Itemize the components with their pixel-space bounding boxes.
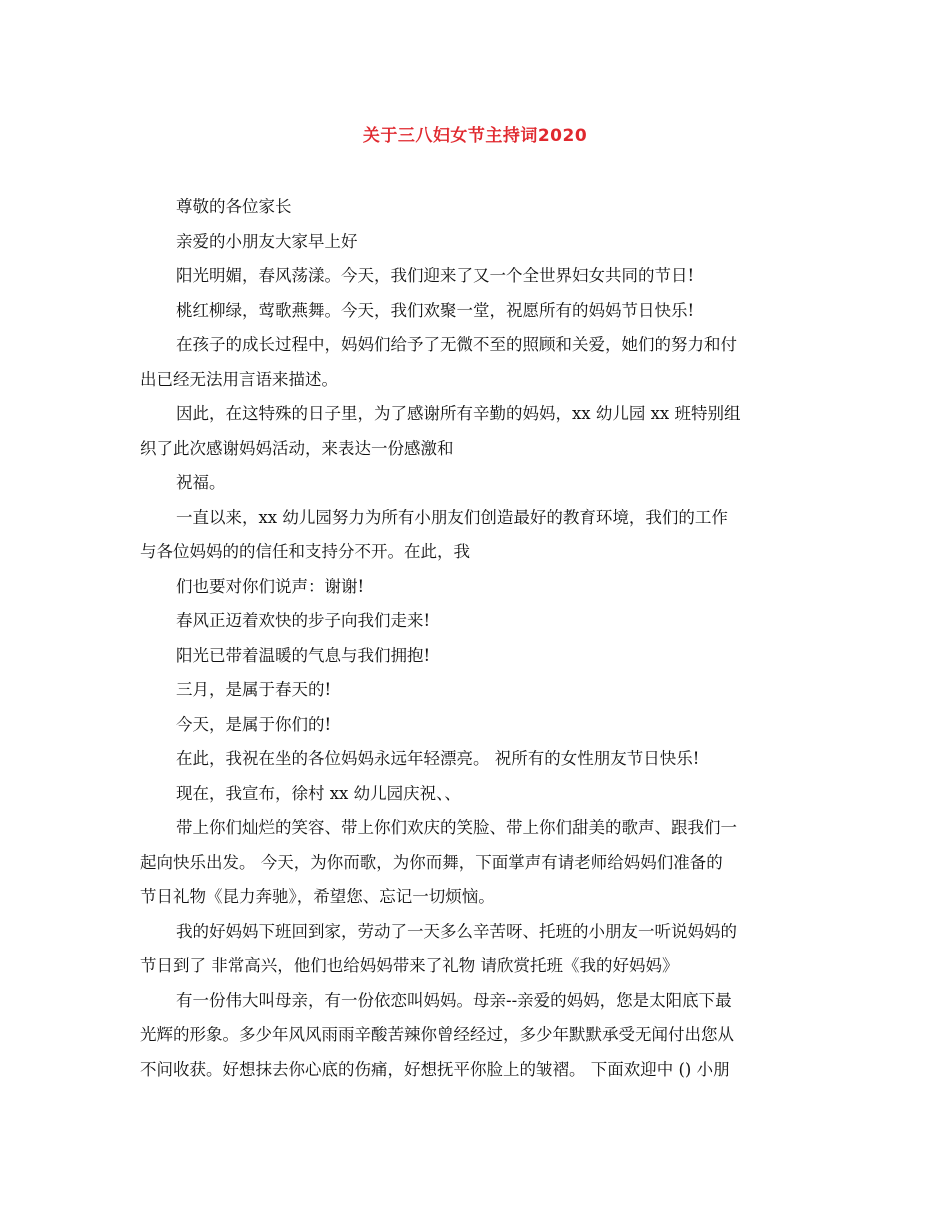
document-title: 关于三八妇女节主持词2020 <box>362 126 588 146</box>
text-line: 带上你们灿烂的笑容、带上你们欢庆的笑脸、带上你们甜美的歌声、跟我们一 <box>176 818 737 837</box>
text-line: 节日礼物《昆力奔驰》，希望您、忘记一切烦恼。 <box>140 887 495 906</box>
text-line: 现在，我宣布，徐村 xx 幼儿园庆祝、、 <box>176 783 461 803</box>
text-line: 出已经无法用言语来描述。 <box>140 369 338 389</box>
text-line: 祝福。 <box>176 473 226 492</box>
text-line: 春风正迈着欢快的步子向我们走来! <box>176 611 431 630</box>
text-line: 节日到了 非常高兴，他们也给妈妈带来了礼物 请欣赏托班《我的好妈妈》 <box>140 956 679 975</box>
text-line: 桃红柳绿，莺歌燕舞。今天，我们欢聚一堂，祝愿所有的妈妈节日快乐! <box>176 300 695 320</box>
document-body <box>140 190 812 1087</box>
text-line: 尊敬的各位家长 <box>176 197 292 216</box>
text-line: 阳光明媚，春风荡漾。今天，我们迎来了又一个全世界妇女共同的节日! <box>176 266 695 285</box>
text-line: 光辉的形象。多少年风风雨雨辛酸苦辣你曾经经过，多少年默默承受无闻付出您从 <box>140 1025 734 1044</box>
text-line: 阳光已带着温暖的气息与我们拥抱! <box>176 645 431 665</box>
text-line: 亲爱的小朋友大家早上好 <box>176 231 358 251</box>
text-line: 在此，我祝在坐的各位妈妈永远年轻漂亮。 祝所有的女性朋友节日快乐! <box>176 749 700 768</box>
text-line: 们也要对你们说声：谢谢! <box>176 576 365 596</box>
text-line: 今天，是属于你们的! <box>176 714 332 734</box>
text-line: 不问收获。好想抹去你心底的伤痛，好想抚平你脸上的皱褶。 下面欢迎中 () 小朋 <box>140 1059 730 1079</box>
text-line: 一直以来，xx 幼儿园努力为所有小朋友们创造最好的教育环境，我们的工作 <box>176 507 728 527</box>
text-line: 有一份伟大叫母亲，有一份依恋叫妈妈。母亲--亲爱的妈妈，您是太阳底下最 <box>176 990 732 1010</box>
text-line: 在孩子的成长过程中，妈妈们给予了无微不至的照顾和关爱，她们的努力和付 <box>176 335 737 354</box>
text-line: 我的好妈妈下班回到家，劳动了一天多么辛苦呀、托班的小朋友一听说妈妈的 <box>176 921 737 941</box>
text-line: 与各位妈妈的的信任和支持分不开。在此，我 <box>140 542 470 561</box>
text-line: 起向快乐出发。 今天，为你而歌，为你而舞，下面掌声有请老师给妈妈们准备的 <box>140 852 723 872</box>
text-line: 三月，是属于春天的! <box>176 680 332 699</box>
text-line: 织了此次感谢妈妈活动，来表达一份感激和 <box>140 438 454 458</box>
text-line: 因此，在这特殊的日子里，为了感谢所有辛勤的妈妈，xx 幼儿园 xx 班特别组 <box>176 404 741 423</box>
